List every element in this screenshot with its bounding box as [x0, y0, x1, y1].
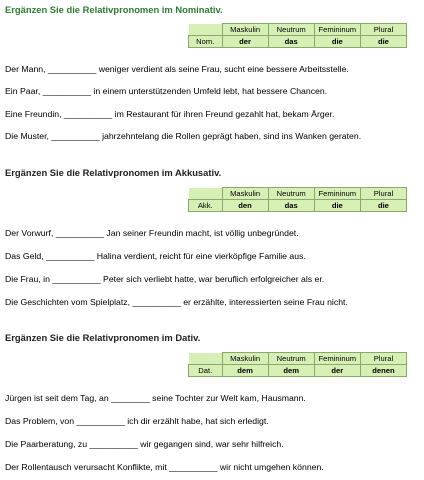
sentence: Das Problem, von __________ ich dir erzählt habe, hat sich erledigt.: [5, 416, 269, 426]
sentence: Der Vorwurf, __________ Jan seiner Freundin macht, ist völlig unbegründet.: [5, 228, 299, 238]
header-maskulin: Maskulin: [222, 353, 268, 365]
sentence: Der Mann, __________ weniger verdient als seine Frau, sucht eine bessere Arbeitsstelle.: [5, 64, 349, 74]
pronoun-table-dativ: [188, 352, 407, 377]
header-femininum: Femininum: [314, 188, 360, 200]
value-femininum: die: [314, 200, 360, 212]
header-neutrum: Neutrum: [268, 353, 314, 365]
value-maskulin: den: [222, 200, 268, 212]
sentence: Das Geld, __________ Halina verdient, reicht für eine vierköpfige Familie aus.: [5, 251, 306, 261]
section-heading-akkusativ: Ergänzen Sie die Relativpronomen im Akkusativ.: [5, 167, 222, 178]
sentence: Die Frau, in __________ Peter sich verliebt hatte, war beruflich erfolgreicher als er.: [5, 274, 325, 284]
sentence: Jürgen ist seit dem Tag, an ________ seine Tochter zur Welt kam, Hausmann.: [5, 393, 306, 403]
value-maskulin: dem: [222, 365, 268, 377]
sentence: Der Rollentausch verursacht Konflikte, mit __________ wir nicht umgehen können.: [5, 462, 324, 472]
value-plural: die: [360, 200, 406, 212]
sentence: Ein Paar, __________ in einem unterstützenden Umfeld lebt, hat bessere Chancen.: [5, 86, 328, 96]
header-plural: Plural: [360, 24, 406, 36]
case-label: Dat.: [189, 365, 223, 377]
value-plural: denen: [360, 365, 406, 377]
header-plural: Plural: [360, 188, 406, 200]
value-femininum: der: [314, 365, 360, 377]
table-corner: [189, 188, 223, 200]
value-plural: die: [360, 36, 406, 48]
header-femininum: Femininum: [314, 353, 360, 365]
pronoun-table-nominativ: [188, 23, 407, 48]
table-corner: [189, 24, 223, 36]
pronoun-table-akkusativ: [188, 187, 407, 212]
value-neutrum: das: [268, 200, 314, 212]
header-maskulin: Maskulin: [222, 24, 268, 36]
case-label: Nom.: [189, 36, 223, 48]
case-label: Akk.: [189, 200, 223, 212]
sentence: Die Muster, __________ jahrzehntelang die Rollen geprägt haben, sind ins Wanken geraten.: [5, 131, 362, 141]
header-neutrum: Neutrum: [268, 188, 314, 200]
section-heading-nominativ: Ergänzen Sie die Relativpronomen im Nominativ.: [5, 4, 223, 15]
value-maskulin: der: [222, 36, 268, 48]
sentence: Die Geschichten vom Spielplatz, __________ er erzählte, interessierten seine Frau nicht.: [5, 297, 348, 307]
value-femininum: die: [314, 36, 360, 48]
value-neutrum: das: [268, 36, 314, 48]
value-neutrum: dem: [268, 365, 314, 377]
header-maskulin: Maskulin: [222, 188, 268, 200]
header-plural: Plural: [360, 353, 406, 365]
sentence: Eine Freundin, __________ im Restaurant für ihren Freund gezahlt hat, bekam Ärger.: [5, 109, 335, 119]
header-femininum: Femininum: [314, 24, 360, 36]
sentence: Die Paarberatung, zu __________ wir gegangen sind, war sehr hilfreich.: [5, 439, 284, 449]
table-corner: [189, 353, 223, 365]
section-heading-dativ: Ergänzen Sie die Relativpronomen im Dativ.: [5, 332, 201, 343]
header-neutrum: Neutrum: [268, 24, 314, 36]
